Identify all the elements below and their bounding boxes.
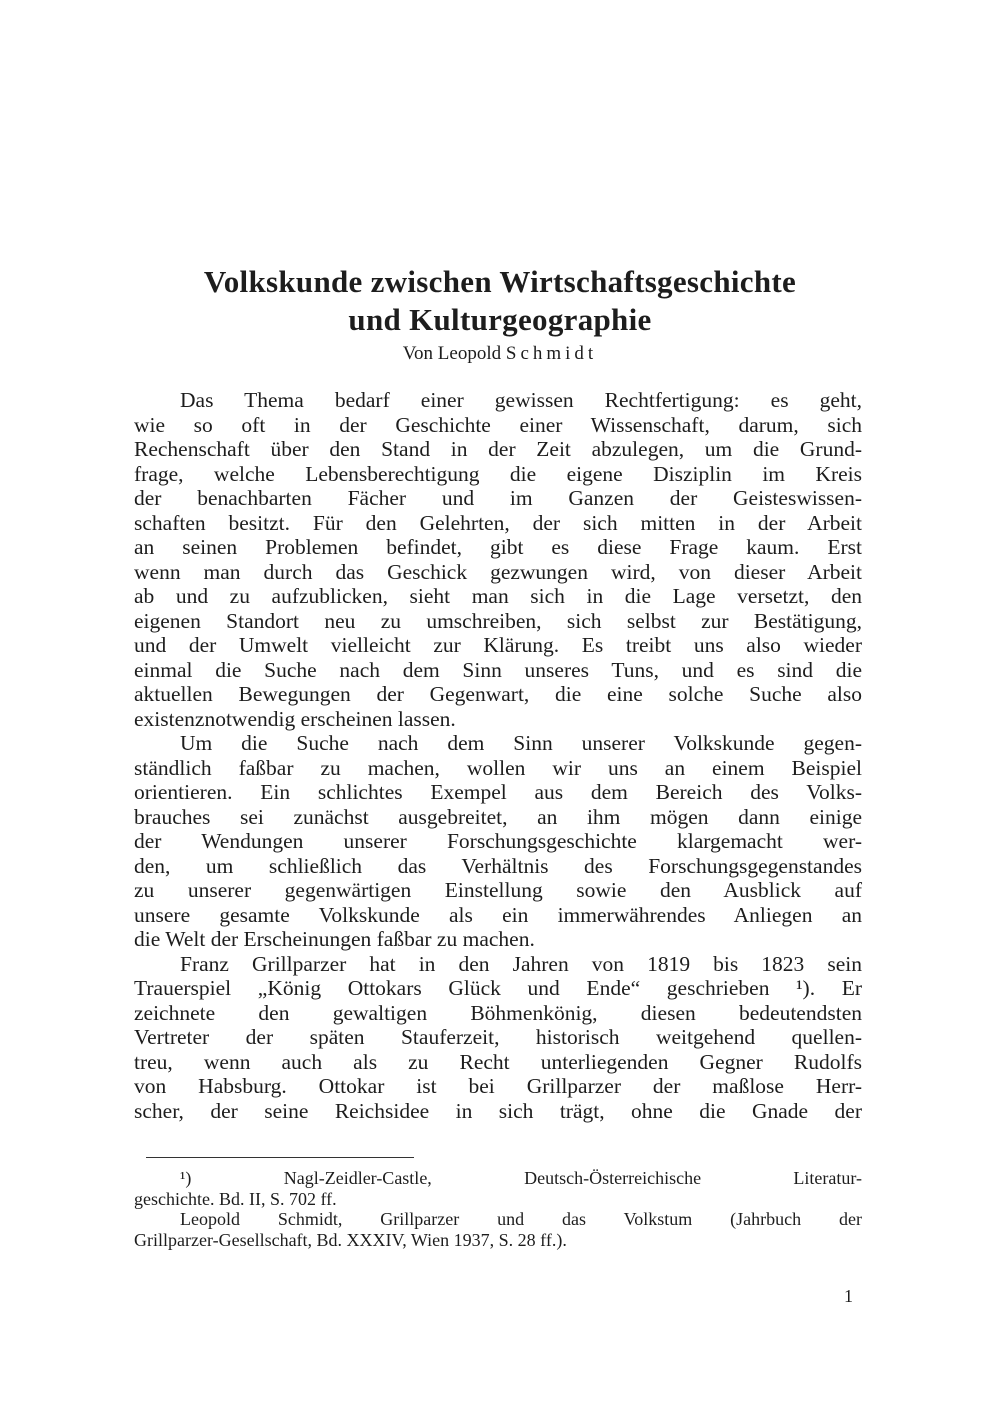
body-text xyxy=(134,388,862,1123)
text-line: existenznotwendig erscheinen lassen. xyxy=(134,706,456,731)
author-prefix: Von Leopold xyxy=(402,343,502,364)
text-line: ab und zu aufzublicken, sieht man sich in die Lage versetzt, den xyxy=(134,584,862,608)
paragraph xyxy=(134,952,862,1124)
page-number: 1 xyxy=(844,1286,853,1306)
text-line: Um die Suche nach dem Sinn unserer Volkskunde gegen- xyxy=(180,731,862,755)
paragraph xyxy=(134,388,862,731)
text-line: einmal die Suche nach dem Sinn unseres Tuns, und es sind die xyxy=(134,657,862,682)
text-line: die Welt der Erscheinungen faßbar zu machen. xyxy=(134,927,535,951)
text-line: Leopold Schmidt, Grillparzer und das Volkstum (Jahrbuch der xyxy=(180,1209,862,1229)
text-line: wie so oft in der Geschichte einer Wissenschaft, darum, sich xyxy=(134,412,862,437)
text-line: Grillparzer-Gesellschaft, Bd. XXXIV, Wien 1937, S. 28 ff.). xyxy=(134,1229,567,1250)
footnote xyxy=(134,1209,862,1250)
text-line: unsere gesamte Volkskunde als ein immerwährendes Anliegen an xyxy=(134,902,862,927)
footnotes xyxy=(134,1168,862,1250)
text-line: orientieren. Ein schlichtes Exempel aus dem Bereich des Volks- xyxy=(134,780,862,804)
text-line: Vertreter der späten Stauferzeit, historisch weitgehend quellen- xyxy=(134,1025,862,1049)
text-line: treu, wenn auch als zu Recht unterliegenden Gegner Rudolfs xyxy=(134,1049,862,1074)
text-line: und der Umwelt vielleicht zur Klärung. Es treibt uns also wieder xyxy=(134,633,862,657)
article-title-line-1: Volkskunde zwischen Wirtschaftsgeschichte xyxy=(203,264,797,299)
text-line: Das Thema bedarf einer gewissen Rechtfertigung: es geht, xyxy=(180,388,862,412)
text-line: zu unserer gegenwärtigen Einstellung sowie den Ausblick auf xyxy=(134,878,862,902)
paragraph xyxy=(134,731,862,952)
text-line: wenn man durch das Geschick gezwungen wird, von dieser Arbeit xyxy=(134,559,862,584)
text-line: ¹) Nagl-Zeidler-Castle, Deutsch-Österreichische Literatur- xyxy=(180,1168,862,1188)
author-name: Schmidt xyxy=(505,343,598,364)
text-line: geschichte. Bd. II, S. 702 ff. xyxy=(134,1188,337,1209)
footnote xyxy=(134,1168,862,1209)
footnote-divider xyxy=(146,1157,414,1158)
text-line: brauches sei zunächst ausgebreitet, an ihm mögen dann einige xyxy=(134,804,862,829)
text-line: eigenen Standort neu zu umschreiben, sich selbst zur Bestätigung, xyxy=(134,608,862,633)
text-line: den, um schließlich das Verhältnis des Forschungsgegenstandes xyxy=(134,853,862,878)
text-line: Trauerspiel „König Ottokars Glück und Ende“ geschrieben ¹). Er xyxy=(134,976,862,1000)
text-line: scher, der seine Reichsidee in sich trägt, ohne die Gnade der xyxy=(134,1098,862,1123)
text-line: schaften besitzt. Für den Gelehrten, der sich mitten in der Arbeit xyxy=(134,510,862,535)
article-title-line-2: und Kulturgeographie xyxy=(348,302,652,337)
text-line: von Habsburg. Ottokar ist bei Grillparzer der maßlose Herr- xyxy=(134,1074,862,1098)
text-line: Franz Grillparzer hat in den Jahren von 1819 bis 1823 sein xyxy=(180,951,862,976)
text-line: an seinen Problemen befindet, gibt es diese Frage kaum. Erst xyxy=(134,535,862,559)
text-line: aktuellen Bewegungen der Gegenwart, die eine solche Suche also xyxy=(134,682,862,706)
text-line: Rechenschaft über den Stand in der Zeit abzulegen, um die Grund- xyxy=(134,437,862,461)
text-line: ständlich faßbar zu machen, wollen wir uns an einem Beispiel xyxy=(134,755,862,780)
author-byline xyxy=(0,343,1000,365)
text-line: zeichnete den gewaltigen Böhmenkönig, diesen bedeutendsten xyxy=(134,1000,862,1025)
text-line: frage, welche Lebensberechtigung die eigene Disziplin im Kreis xyxy=(134,461,862,486)
text-line: der benachbarten Fächer und im Ganzen der Geisteswissen- xyxy=(134,486,862,510)
text-line: der Wendungen unserer Forschungsgeschichte klargemacht wer- xyxy=(134,829,862,853)
